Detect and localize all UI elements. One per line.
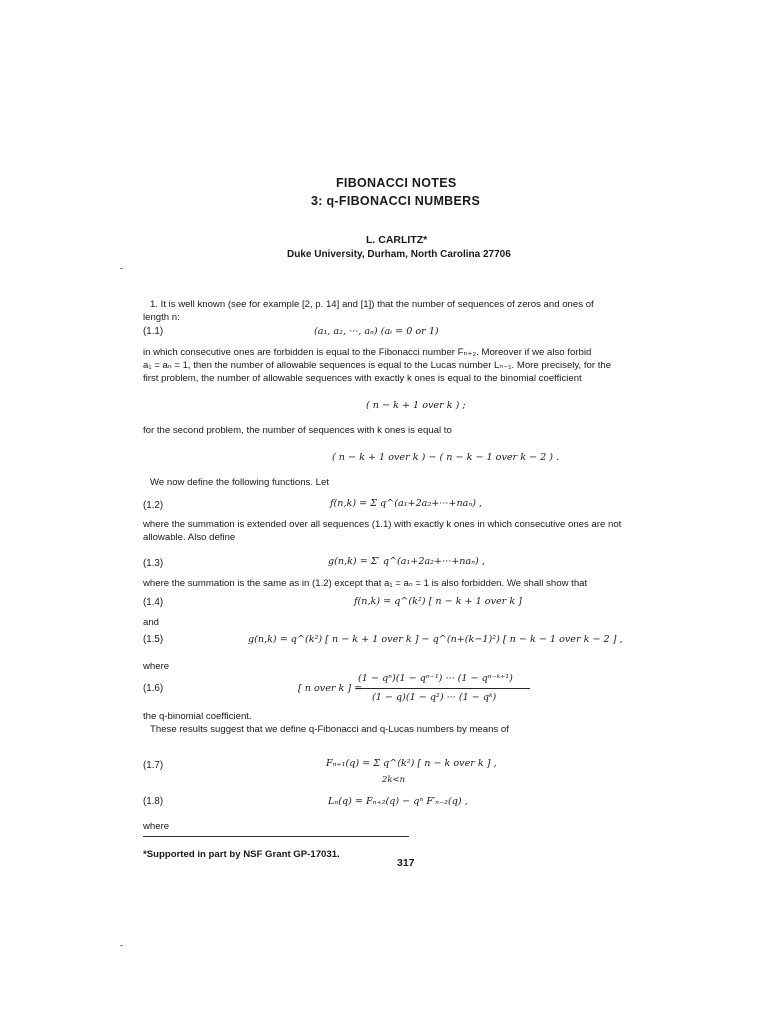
author: L. CARLITZ* [366,234,428,246]
where-connector-2: where [143,821,170,832]
paragraph-2-line-1: in which consecutive ones are forbidden is equal to the Fibonacci number Fₙ₊₂. Moreover if we also forbid [143,347,592,358]
paragraph-5-line-1: where the summation is extended over all sequences (1.1) with exactly k ones in which consecutive ones are not [143,519,622,530]
equation-1-5: g(n,k) = q^(k²) [ n − k + 1 over k ] − q^(n+(k−1)²) [ n − k − 1 over k − 2 ] , [248,634,623,645]
scan-speck [120,268,123,269]
equation-1-6-lhs: [ n over k ] = [298,683,363,694]
where-connector-1: where [143,661,170,672]
equation-1-1: (a₁, a₂, ···, aₙ) (aᵢ = 0 or 1) [314,326,439,337]
equation-number-1-4: (1.4) [143,597,164,608]
equation-1-2: f(n,k) = Σ q^(a₁+2a₂+···+naₙ) , [330,498,483,509]
equation-1-6-numerator: (1 − qⁿ)(1 − qⁿ⁻¹) ··· (1 − qⁿ⁻ᵏ⁺¹) [358,673,513,684]
paragraph-1-line-2: length n: [143,312,180,323]
paragraph-2-line-2: a₁ = aₙ = 1, then the number of allowable sequences is equal to the Lucas number Lₙ₋₁. More precisely, for the [143,360,612,371]
equation-number-1-2: (1.2) [143,500,164,511]
equation-number-1-1: (1.1) [143,326,164,337]
equation-1-6-denominator: (1 − q)(1 − q²) ··· (1 − qᵏ) [372,692,497,703]
fraction-bar [356,688,530,689]
paragraph-6: where the summation is the same as in (1.2) except that a₁ = aₙ = 1 is also forbidden. We shall show that [143,578,588,589]
binomial-difference: ( n − k + 1 over k ) − ( n − k − 1 over k − 2 ) . [332,452,560,463]
paragraph-4: We now define the following functions. Let [150,477,330,488]
footnote-rule [143,836,409,837]
equation-1-8: Lₙ(q) = Fₙ₊₂(q) − qⁿ F′ₙ₋₂(q) , [328,796,468,807]
equation-number-1-3: (1.3) [143,558,164,569]
paragraph-8: These results suggest that we define q-Fibonacci and q-Lucas numbers by means of [150,724,509,735]
paragraph-1-line-1: 1. It is well known (see for example [2, p. 14] and [1]) that the number of sequences of zeros and ones of [150,299,594,310]
equation-1-4: f(n,k) = q^(k²) [ n − k + 1 over k ] [354,596,522,607]
affiliation: Duke University, Durham, North Carolina 27706 [287,249,511,260]
page-number: 317 [397,857,415,869]
title-line-2: 3: q-FIBONACCI NUMBERS [311,194,481,208]
title-line-1: FIBONACCI NOTES [336,176,457,190]
paragraph-7: the q-binomial coefficient. [143,711,252,722]
paragraph-3: for the second problem, the number of sequences with k ones is equal to [143,425,452,436]
footnote: *Supported in part by NSF Grant GP-17031. [143,849,340,860]
equation-number-1-6: (1.6) [143,683,164,694]
paragraph-5-line-2: allowable. Also define [143,532,236,543]
equation-number-1-5: (1.5) [143,634,164,645]
equation-number-1-8: (1.8) [143,796,164,807]
binomial-coefficient-1: ( n − k + 1 over k ) ; [366,400,466,411]
scan-speck [120,945,123,946]
equation-1-7: Fₙ₊₁(q) = Σ q^(k²) [ n − k over k ] , [326,758,497,769]
equation-number-1-7: (1.7) [143,760,164,771]
paragraph-2-line-3: first problem, the number of allowable sequences with exactly k ones is equal to the binomial coefficient [143,373,582,384]
and-connector: and [143,617,160,628]
summation-subscript: 2k<n [382,775,406,785]
equation-1-3: g(n,k) = Σ′ q^(a₁+2a₂+···+naₙ) , [328,556,485,567]
